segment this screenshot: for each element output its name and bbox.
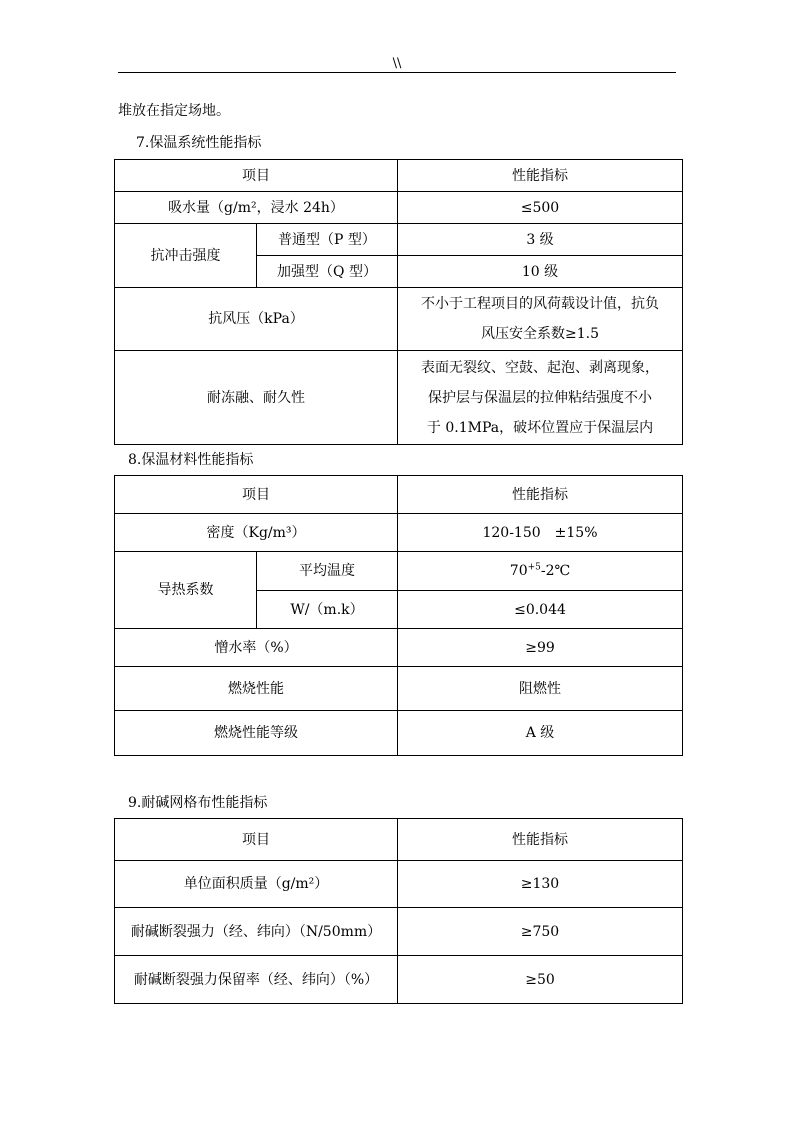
cell-spec: 10 级 [398,256,683,288]
cell-spec: ≤500 [398,192,683,224]
cell-item: 抗风压（kPa） [115,288,398,351]
cell-spec: 阻燃性 [398,667,683,711]
table-row [115,629,683,667]
spec-line: 表面无裂纹、空鼓、起泡、剥离现象， [421,359,659,376]
cell-spec: 120-150 ±15% [398,514,683,552]
table-row [115,351,683,445]
cell-item: 耐冻融、耐久性 [115,351,398,445]
header-spec: 性能指标 [398,819,683,861]
cell-spec [398,288,683,351]
cell-spec: 3 级 [398,224,683,256]
spec-line: 风压安全系数≥1.5 [481,326,599,342]
cell-item: 耐碱断裂强力保留率（经、纬向）（%） [115,956,398,1004]
header-spec: 性能指标 [398,476,683,514]
spec-line: 于 0.1MPa，破坏位置应于保温层内 [426,419,654,436]
spec-line: 不小于工程项目的风荷载设计值，抗负 [421,296,659,312]
header-item: 项目 [115,160,398,192]
table-row [115,160,683,192]
cell-subitem: 加强型（Q 型） [257,256,398,288]
section7-heading: 7.保温系统性能指标 [136,135,262,151]
cell-spec [398,351,683,445]
table-row [115,552,683,591]
cell-spec: A 级 [398,711,683,756]
cell-item: 导热系数 [115,552,257,629]
header-item: 项目 [115,476,398,514]
table-row [115,476,683,514]
table-row [115,861,683,908]
table-row [115,667,683,711]
table-row [115,224,683,256]
cell-spec: ≥50 [398,956,683,1004]
section8-table [114,475,683,756]
cell-spec: ≥750 [398,908,683,956]
table-row [115,288,683,351]
cell-spec: ≤0.044 [398,591,683,629]
cell-spec: ≥130 [398,861,683,908]
cell-subitem: W/（m.k） [257,591,398,629]
spec-line: 保护层与保温层的拉伸粘结强度不小 [428,389,652,406]
cell-subitem: 平均温度 [257,552,398,591]
temp-tail: -2℃ [540,563,571,579]
cell-spec [398,552,683,591]
section7-table [114,159,683,445]
cell-item: 单位面积质量（g/m²） [115,861,398,908]
temp-sup: +5 [527,562,541,573]
section8-heading: 8.保温材料性能指标 [128,452,254,468]
section9-table [114,818,683,1004]
intro-text: 堆放在指定场地。 [118,103,230,119]
header-mark: \\ [392,56,402,71]
table-row [115,711,683,756]
temp-base: 70 [509,563,528,579]
table-row [115,514,683,552]
cell-subitem: 普通型（P 型） [257,224,398,256]
cell-item: 抗冲击强度 [115,224,257,288]
table-row [115,956,683,1004]
cell-item: 密度（Kg/m³） [115,514,398,552]
cell-item: 燃烧性能 [115,667,398,711]
table-row [115,192,683,224]
cell-item: 吸水量（g/m²，浸水 24h） [115,192,398,224]
cell-item: 憎水率（%） [115,629,398,667]
section9-heading: 9.耐碱网格布性能指标 [128,795,268,811]
header-item: 项目 [115,819,398,861]
cell-item: 耐碱断裂强力（经、纬向）（N/50mm） [115,908,398,956]
cell-spec: ≥99 [398,629,683,667]
header-spec: 性能指标 [398,160,683,192]
table-row [115,819,683,861]
cell-item: 燃烧性能等级 [115,711,398,756]
table-row [115,908,683,956]
header-rule [118,72,676,73]
